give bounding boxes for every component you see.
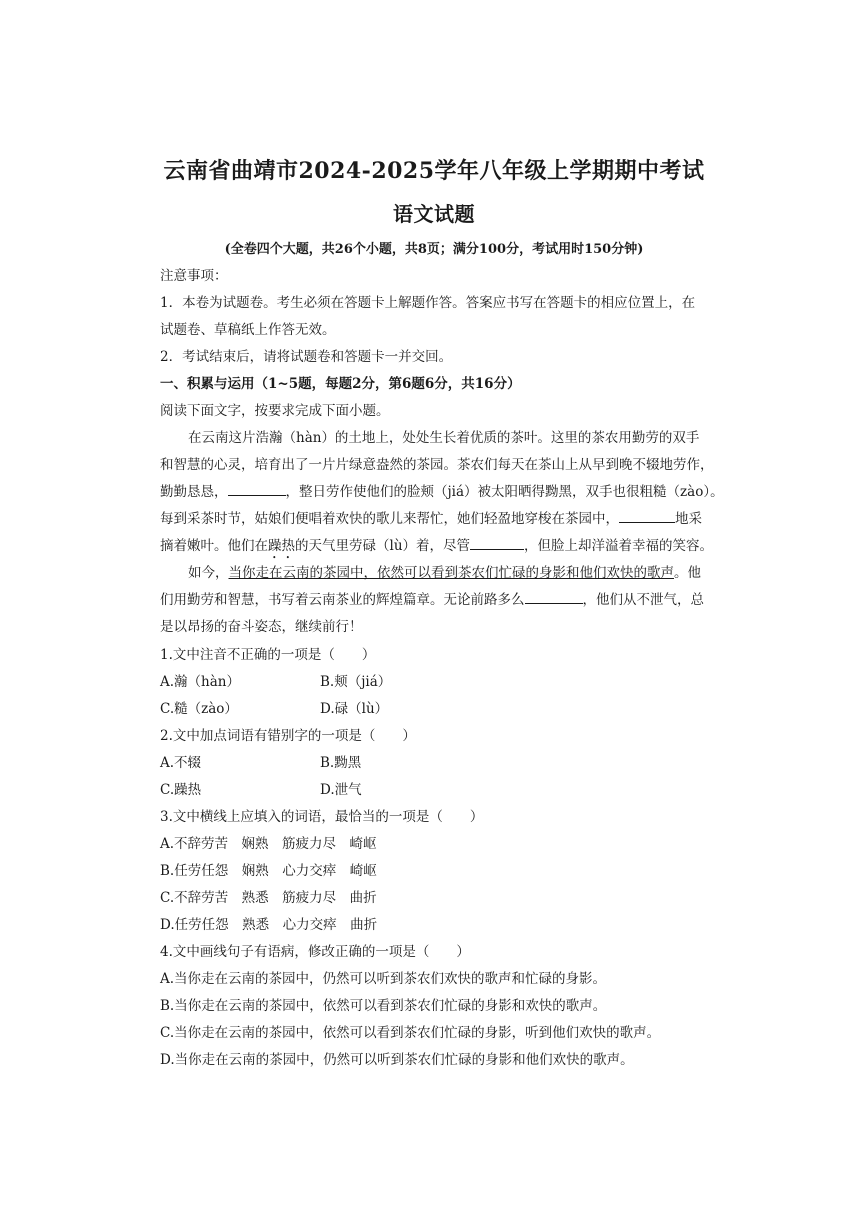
passage-text: ，但脸上却洋溢着幸福的笑容。 bbox=[524, 538, 714, 554]
passage-line bbox=[160, 534, 720, 562]
question-3-stem: 3.文中横线上应填入的词语，最恰当的一项是（ ） bbox=[160, 809, 484, 825]
question-2-option-a: A.不辍 bbox=[160, 755, 202, 771]
section-1-instruction: 阅读下面文字，按要求完成下面小题。 bbox=[160, 403, 390, 419]
fill-blank bbox=[525, 591, 583, 604]
section-1-heading: 一、积累与运用（1~5题，每题2分，第6题6分，共16分） bbox=[160, 376, 521, 392]
exam-info: (全卷四个大题，共26个小题，共8页；满分100分，考试用时150分钟) bbox=[224, 242, 644, 257]
subject-title: 语文试题 bbox=[393, 202, 475, 226]
question-4-option-b: B.当你走在云南的茶园中，依然可以看到茶农们忙碌的身影和欢快的歌声。 bbox=[160, 998, 607, 1014]
question-2-option-b: B.黝黑 bbox=[320, 755, 362, 771]
question-1-option-a: A.瀚（hàn） bbox=[160, 674, 240, 690]
question-1-option-b: B.颊（jiá） bbox=[320, 674, 392, 690]
notice-item-1: 1．本卷为试题卷。考生必须在答题卡上解题作答。答案应书写在答题卡的相应位置上，在 bbox=[160, 295, 696, 311]
question-2-option-d: D.泄气 bbox=[320, 782, 362, 798]
question-4-option-c: C.当你走在云南的茶园中，依然可以看到茶农们忙碌的身影，听到他们欢快的歌声。 bbox=[160, 1025, 661, 1041]
passage-text: 。他 bbox=[674, 565, 701, 581]
question-1-option-d: D.碌（lù） bbox=[320, 701, 389, 717]
question-2-option-c: C.躁热 bbox=[160, 782, 202, 798]
fill-blank bbox=[470, 537, 524, 550]
passage-text: 勤勤恳恳， bbox=[160, 484, 228, 500]
exam-title: 云南省曲靖市2024-2025学年八年级上学期期中考试 bbox=[163, 158, 705, 184]
underlined-sentence: 当你走在云南的茶园中，依然可以看到茶农们忙碌的身影和他们欢快的歌声 bbox=[228, 565, 674, 581]
fill-blank bbox=[228, 483, 286, 496]
passage-text: 每到采茶时节，姑娘们便唱着欢快的歌儿来帮忙，她们轻盈地穿梭在茶园中， bbox=[160, 511, 619, 527]
question-3-option-c: C.不辞劳苦 熟悉 筋疲力尽 曲折 bbox=[160, 890, 377, 906]
dotted-word: 躁热 bbox=[268, 538, 295, 554]
passage-text: 摘着嫩叶。他们在 bbox=[160, 538, 268, 554]
question-2-stem: 2.文中加点词语有错别字的一项是（ ） bbox=[160, 728, 416, 744]
question-3-option-d: D.任劳任怨 熟悉 心力交瘁 曲折 bbox=[160, 917, 378, 933]
passage-line bbox=[188, 561, 720, 581]
question-1-stem: 1.文中注音不正确的一项是（ ） bbox=[160, 647, 376, 663]
question-4-option-d: D.当你走在云南的茶园中，仍然可以听到茶农们忙碌的身影和他们欢快的歌声。 bbox=[160, 1052, 634, 1068]
question-3-option-b: B.任劳任怨 娴熟 心力交瘁 崎岖 bbox=[160, 863, 377, 879]
question-4-stem: 4.文中画线句子有语病，修改正确的一项是（ ） bbox=[160, 944, 470, 960]
passage-text: ，整日劳作使他们的脸颊（jiá）被太阳晒得黝黑，双手也很粗糙（zào）。 bbox=[285, 484, 724, 500]
fill-blank bbox=[619, 510, 675, 523]
passage-line: 是以昂扬的奋斗姿态，继续前行！ bbox=[160, 619, 363, 635]
passage-text: 们用勤劳和智慧，书写着云南茶业的辉煌篇章。无论前路多么 bbox=[160, 592, 525, 608]
passage-line: 和智慧的心灵，培育出了一片片绿意盎然的茶园。茶农们每天在茶山上从早到晚不辍地劳作， bbox=[160, 457, 714, 473]
question-4-option-a: A.当你走在云南的茶园中，仍然可以听到茶农们欢快的歌声和忙碌的身影。 bbox=[160, 971, 607, 987]
notice-item-2: 2．考试结束后，请将试题卷和答题卡一并交回。 bbox=[160, 349, 453, 365]
passage-text: 地采 bbox=[675, 511, 702, 527]
notice-heading: 注意事项： bbox=[160, 268, 228, 284]
passage-line bbox=[160, 507, 720, 527]
question-3-option-a: A.不辞劳苦 娴熟 筋疲力尽 崎岖 bbox=[160, 836, 377, 852]
passage-line: 在云南这片浩瀚（hàn）的土地上，处处生长着优质的茶叶。这里的茶农用勤劳的双手 bbox=[188, 430, 700, 446]
notice-item-1-cont: 试题卷、草稿纸上作答无效。 bbox=[160, 322, 336, 338]
passage-line bbox=[160, 480, 724, 500]
passage-line bbox=[160, 588, 720, 608]
passage-text: 如今， bbox=[188, 565, 229, 581]
question-1-option-c: C.糙（zào） bbox=[160, 701, 238, 717]
passage-text: ，他们从不泄气，总 bbox=[582, 592, 704, 608]
passage-text: 的天气里劳碌（lù）着，尽管 bbox=[295, 538, 471, 554]
